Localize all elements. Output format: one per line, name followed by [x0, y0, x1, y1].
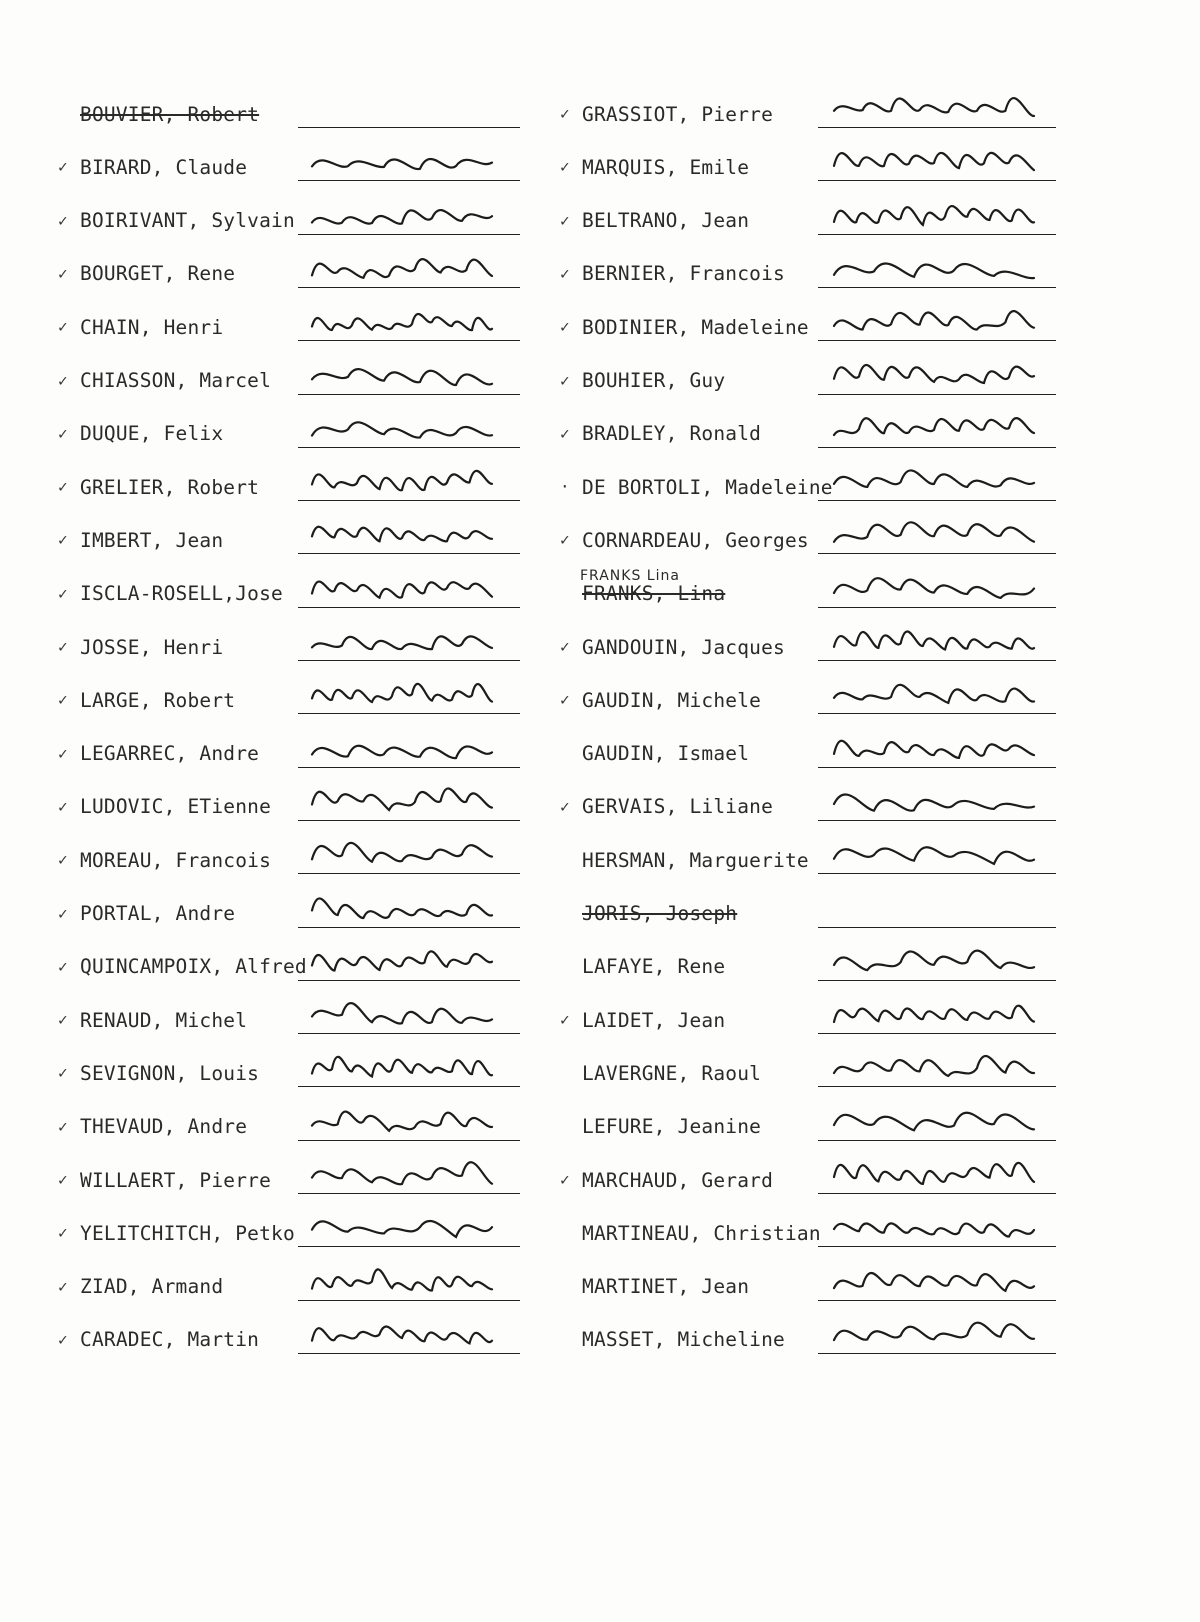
attendee-name: LEFURE, Jeanine: [582, 1115, 762, 1139]
handwritten-signature: [830, 1253, 1050, 1305]
signature-row: [560, 1158, 1056, 1194]
attendee-name: MARCHAUD, Gerard: [582, 1168, 774, 1192]
handwritten-signature: [308, 1093, 508, 1145]
check-mark: ✓: [58, 1116, 68, 1136]
handwritten-signature: [308, 1253, 508, 1305]
signature-row: [58, 1158, 520, 1194]
check-mark: ✓: [58, 317, 68, 337]
handwritten-signature: [830, 400, 1050, 452]
check-mark: ✓: [58, 370, 68, 390]
check-mark: ✓: [58, 637, 68, 656]
check-mark: ✓: [58, 1276, 68, 1296]
handwritten-signature: [830, 293, 1050, 345]
attendee-name: MOREAU, Francois: [80, 848, 272, 872]
handwritten-signature: [830, 560, 1050, 612]
signature-row: [58, 785, 520, 821]
check-mark: ✓: [58, 903, 68, 923]
handwritten-signature: [830, 453, 1050, 505]
handwritten-signature: [830, 506, 1050, 558]
check-mark: ✓: [560, 1010, 570, 1030]
check-mark: ✓: [560, 530, 570, 550]
signature-row: [58, 945, 520, 981]
attendee-name: IMBERT, Jean: [80, 528, 224, 552]
signature-row: [58, 572, 520, 608]
check-mark: ✓: [560, 317, 570, 337]
signature-row: [560, 567, 1056, 608]
attendee-name: JORIS, Joseph: [582, 902, 738, 925]
signature-row: [560, 199, 1056, 235]
handwritten-signature: [308, 613, 508, 665]
handwritten-signature: [308, 773, 508, 825]
handwritten-signature: [830, 1039, 1050, 1091]
attendee-name: GANDOUIN, Jacques: [582, 635, 785, 659]
check-mark: ✓: [560, 690, 570, 710]
handwritten-signature: [830, 187, 1050, 239]
signature-row: [560, 359, 1056, 395]
signature-row: [58, 678, 520, 714]
check-mark: ✓: [58, 1063, 68, 1083]
signature-row: [560, 1265, 1056, 1301]
check-mark: ✓: [560, 637, 570, 656]
handwritten-signature: [308, 506, 508, 558]
attendee-name: FRANKS, Lina: [582, 582, 726, 606]
signature-row: [58, 305, 520, 341]
check-mark: ✓: [560, 1170, 570, 1189]
check-mark: ✓: [58, 1329, 68, 1349]
handwritten-signature: [830, 347, 1050, 399]
handwritten-signature: [830, 1199, 1050, 1251]
attendee-name: QUINCAMPOIX, Alfred: [80, 955, 307, 979]
handwritten-correction: FRANKS Lina: [580, 567, 680, 584]
attendee-name: PORTAL, Andre: [80, 902, 236, 925]
attendee-name: BOIRIVANT, Sylvain: [80, 209, 295, 233]
handwritten-signature: [308, 986, 508, 1038]
handwritten-signature: [830, 613, 1050, 665]
handwritten-signature: [308, 826, 508, 878]
attendee-name: GAUDIN, Michele: [582, 688, 762, 712]
signature-row: [560, 1318, 1056, 1354]
attendee-name: BOUHIER, Guy: [582, 369, 726, 392]
signature-row: [58, 732, 520, 768]
check-mark: ✓: [560, 210, 570, 230]
attendee-name: MARTINEAU, Christian: [582, 1221, 821, 1245]
signature-row: [560, 838, 1056, 874]
signature-row: [560, 412, 1056, 448]
check-mark: ✓: [58, 1223, 68, 1243]
handwritten-signature: [830, 826, 1050, 878]
signature-row: [560, 625, 1056, 661]
handwritten-signature: [308, 187, 508, 239]
attendee-name: LAFAYE, Rene: [582, 955, 726, 979]
attendee-name: BOURGET, Rene: [80, 262, 236, 286]
handwritten-signature: [308, 720, 508, 772]
attendee-name: DUQUE, Felix: [80, 422, 224, 446]
attendee-name: LAIDET, Jean: [582, 1008, 726, 1032]
attendee-name: LAVERGNE, Raoul: [582, 1061, 762, 1085]
handwritten-signature: [830, 666, 1050, 718]
handwritten-signature: [830, 720, 1050, 772]
attendee-name: CORNARDEAU, Georges: [582, 528, 809, 552]
signature-row: [58, 1265, 520, 1301]
signature-row: [58, 412, 520, 448]
check-mark: ✓: [58, 850, 68, 870]
signature-row: [560, 892, 1056, 928]
check-mark: ✓: [560, 370, 570, 390]
handwritten-signature: [308, 293, 508, 345]
attendee-name: DE BORTOLI, Madeleine: [582, 475, 833, 499]
attendee-name: BODINIER, Madeleine: [582, 315, 809, 339]
handwritten-signature: [830, 80, 1050, 132]
handwritten-signature: [308, 453, 508, 505]
attendee-name: GRELIER, Robert: [80, 475, 260, 499]
signature-row: [58, 1105, 520, 1141]
signature-row: [58, 1211, 520, 1247]
handwritten-signature: [308, 400, 508, 452]
handwritten-signature: [308, 666, 508, 718]
signature-line: [298, 127, 520, 128]
attendee-name: CHIASSON, Marcel: [80, 369, 272, 392]
check-mark: ✓: [58, 210, 68, 230]
handwritten-signature: [308, 240, 508, 292]
handwritten-signature: [830, 1093, 1050, 1145]
signature-row: [560, 518, 1056, 554]
check-mark: ✓: [58, 1170, 68, 1189]
handwritten-signature: [830, 133, 1050, 185]
signature-row: [58, 199, 520, 235]
attendee-name: THEVAUD, Andre: [80, 1115, 248, 1139]
signature-row: [58, 252, 520, 288]
signature-row: [58, 145, 520, 181]
handwritten-signature: [830, 240, 1050, 292]
handwritten-signature: [830, 986, 1050, 1038]
check-mark: ✓: [58, 423, 68, 443]
signature-row: [560, 785, 1056, 821]
attendee-name: MARTINET, Jean: [582, 1275, 750, 1299]
handwritten-signature: [308, 1039, 508, 1091]
handwritten-signature: [308, 1146, 508, 1198]
attendee-name: SEVIGNON, Louis: [80, 1061, 260, 1085]
check-mark: ✓: [560, 423, 570, 443]
attendee-name: GERVAIS, Liliane: [582, 795, 774, 819]
check-mark: ✓: [58, 157, 68, 177]
attendee-name: JOSSE, Henri: [80, 635, 224, 659]
check-mark: ✓: [560, 796, 570, 816]
signature-row: [58, 465, 520, 501]
handwritten-signature: [830, 1146, 1050, 1198]
signature-row: [58, 518, 520, 554]
signature-row: [58, 359, 520, 395]
check-mark: ✓: [560, 104, 570, 123]
attendee-name: BRADLEY, Ronald: [582, 422, 762, 446]
handwritten-signature: [308, 880, 508, 932]
attendee-name: HERSMAN, Marguerite: [582, 848, 809, 872]
signature-row: [560, 732, 1056, 768]
handwritten-signature: [308, 933, 508, 985]
attendee-name: LUDOVIC, ETienne: [80, 795, 272, 819]
check-mark: ✓: [58, 690, 68, 710]
handwritten-signature: [308, 560, 508, 612]
handwritten-signature: [830, 933, 1050, 985]
attendee-name: GRASSIOT, Pierre: [582, 102, 774, 126]
signature-row: [560, 998, 1056, 1034]
signature-row: [58, 892, 520, 928]
check-mark: ✓: [560, 157, 570, 177]
signature-row: [560, 678, 1056, 714]
signature-row: [560, 92, 1056, 128]
check-mark: ✓: [58, 477, 68, 497]
handwritten-signature: [830, 1306, 1050, 1358]
handwritten-signature: [308, 1199, 508, 1251]
attendee-name: GAUDIN, Ismael: [582, 742, 750, 766]
handwritten-signature: [308, 347, 508, 399]
attendee-name: CARADEC, Martin: [80, 1328, 260, 1352]
check-mark: ✓: [58, 956, 68, 976]
attendee-name: BELTRANO, Jean: [582, 209, 750, 233]
attendee-name: YELITCHITCH, Petko: [80, 1221, 295, 1245]
check-mark: ✓: [58, 583, 68, 603]
attendee-name: BERNIER, Francois: [582, 262, 785, 286]
signature-row: [560, 305, 1056, 341]
signature-row: [58, 1318, 520, 1354]
check-mark: ✓: [560, 263, 570, 283]
signature-line: [818, 927, 1056, 928]
signature-row: [560, 252, 1056, 288]
attendee-name: ZIAD, Armand: [80, 1275, 224, 1299]
check-mark: ✓: [58, 743, 68, 763]
signature-row: [560, 145, 1056, 181]
attendee-name: BOUVIER, Robert: [80, 102, 260, 126]
signature-row: [58, 625, 520, 661]
check-mark: ✓: [58, 263, 68, 283]
attendee-name: MASSET, Micheline: [582, 1328, 785, 1352]
attendee-name: LARGE, Robert: [80, 688, 236, 712]
attendee-name: CHAIN, Henri: [80, 315, 224, 339]
check-mark: ✓: [58, 530, 68, 550]
signature-row: [560, 1051, 1056, 1087]
signature-row: [58, 92, 520, 128]
signature-row: [58, 998, 520, 1034]
check-mark: ✓: [58, 1010, 68, 1030]
attendee-name: MARQUIS, Emile: [582, 155, 750, 179]
attendee-name: WILLAERT, Pierre: [80, 1168, 272, 1192]
signature-row: [560, 465, 1056, 501]
handwritten-signature: [830, 773, 1050, 825]
signature-row: [560, 1105, 1056, 1141]
attendee-name: BIRARD, Claude: [80, 155, 248, 179]
signature-row: [58, 1051, 520, 1087]
handwritten-signature: [308, 1306, 508, 1358]
attendee-name: ISCLA-ROSELL,Jose: [80, 582, 283, 606]
attendee-name: RENAUD, Michel: [80, 1008, 248, 1032]
check-mark: ✓: [58, 796, 68, 816]
signature-row: [58, 838, 520, 874]
signature-row: [560, 1211, 1056, 1247]
attendee-name: LEGARREC, Andre: [80, 742, 260, 766]
check-mark: ·: [560, 477, 570, 497]
signature-row: [560, 945, 1056, 981]
handwritten-signature: [308, 133, 508, 185]
